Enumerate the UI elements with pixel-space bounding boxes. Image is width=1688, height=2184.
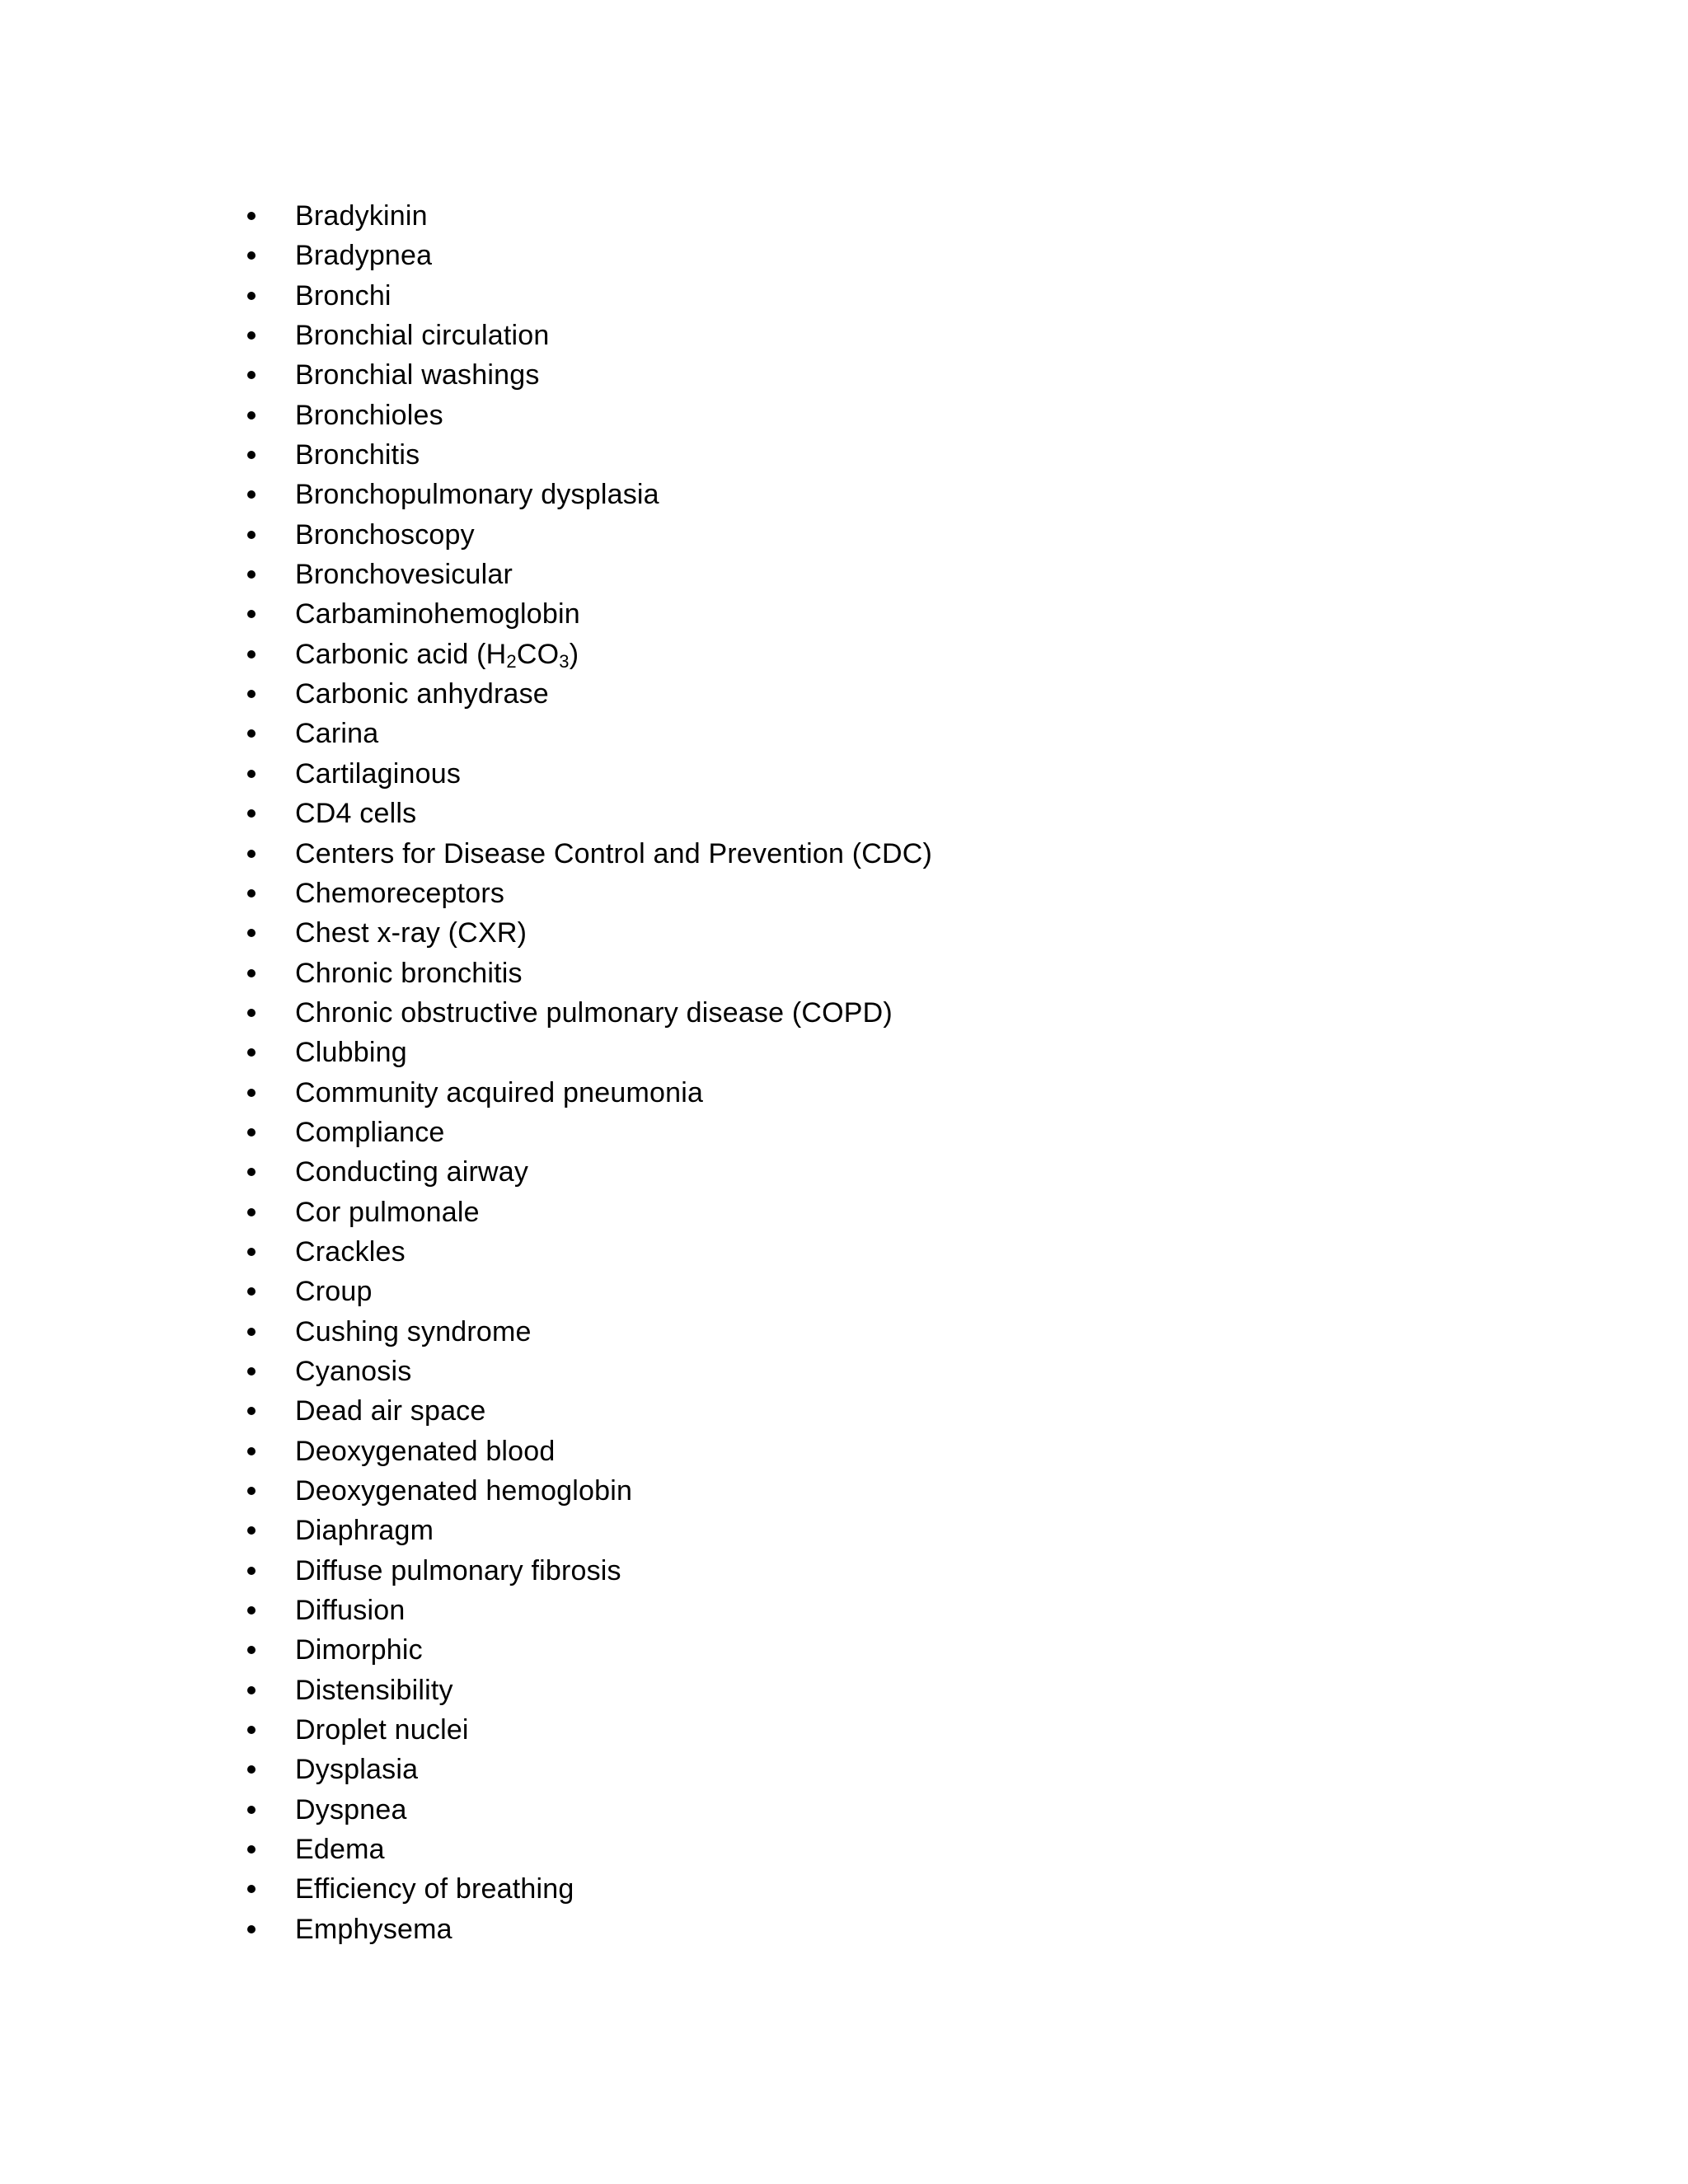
list-item <box>239 1312 1475 1352</box>
term-text: Dyspnea <box>295 1793 407 1825</box>
list-item <box>239 1630 1475 1670</box>
list-item <box>239 1033 1475 1072</box>
term-text: CD4 cells <box>295 798 417 830</box>
bullet-icon <box>247 650 256 658</box>
list-item <box>239 1710 1475 1750</box>
bullet-icon <box>247 251 256 260</box>
bullet-icon <box>247 1885 256 1893</box>
bullet-icon <box>247 1686 256 1694</box>
list-item <box>239 913 1475 953</box>
term-text: Cor pulmonale <box>295 1196 480 1228</box>
bullet-icon <box>247 1128 256 1137</box>
bullet-icon <box>247 570 256 579</box>
list-item <box>239 396 1475 435</box>
bullet-icon <box>247 889 256 898</box>
bullet-icon <box>247 1048 256 1057</box>
bullet-icon <box>247 610 256 618</box>
bullet-icon <box>247 1168 256 1176</box>
list-item <box>239 1113 1475 1152</box>
list-item <box>239 435 1475 475</box>
list-item <box>239 1591 1475 1630</box>
term-text: Diffuse pulmonary fibrosis <box>295 1554 621 1586</box>
term-text: Chest x-ray (CXR) <box>295 917 528 949</box>
list-item <box>239 316 1475 355</box>
term-list <box>239 196 1475 1949</box>
term-text-chemical-formula: Carbonic acid $(H_2CO_3)$ <box>295 638 579 672</box>
bullet-icon <box>247 690 256 698</box>
term-text: Bronchi <box>295 279 392 312</box>
term-text: Cushing syndrome <box>295 1315 532 1347</box>
bullet-icon <box>247 1089 256 1097</box>
bullet-icon <box>247 1248 256 1256</box>
term-text: Bronchioles <box>295 399 443 431</box>
term-text: Crackles <box>295 1235 406 1268</box>
bullet-icon <box>247 451 256 459</box>
term-text: Emphysema <box>295 1913 452 1945</box>
list-item <box>239 1471 1475 1511</box>
term-text: Bradykinin <box>295 200 428 232</box>
list-item <box>239 515 1475 555</box>
bullet-icon <box>247 371 256 379</box>
term-text: Community acquired pneumonia <box>295 1076 704 1108</box>
bullet-icon <box>247 770 256 778</box>
term-text: Bronchitis <box>295 439 420 471</box>
term-text: Carbonic anhydrase <box>295 678 549 710</box>
term-text: Droplet nuclei <box>295 1714 469 1746</box>
term-text: Cartilaginous <box>295 757 462 790</box>
list-item <box>239 1352 1475 1391</box>
bullet-icon <box>247 969 256 977</box>
list-item <box>239 674 1475 714</box>
list-item <box>239 594 1475 634</box>
term-text: Deoxygenated blood <box>295 1435 556 1467</box>
term-text: Bradypnea <box>295 240 433 272</box>
term-text: Deoxygenated hemoglobin <box>295 1475 633 1507</box>
list-item <box>239 276 1475 316</box>
bullet-icon <box>247 809 256 818</box>
list-item <box>239 1671 1475 1710</box>
term-text: Chemoreceptors <box>295 877 505 909</box>
list-item <box>239 874 1475 913</box>
bullet-icon <box>247 1845 256 1854</box>
bullet-icon <box>247 531 256 539</box>
bullet-icon <box>247 1407 256 1415</box>
term-text: Diffusion <box>295 1595 406 1627</box>
bullet-icon <box>247 1806 256 1814</box>
bullet-icon <box>247 1526 256 1535</box>
term-text: Bronchovesicular <box>295 559 513 591</box>
bullet-icon <box>247 490 256 499</box>
term-text: Dimorphic <box>295 1634 423 1666</box>
list-item <box>239 754 1475 794</box>
list-item <box>239 635 1475 674</box>
bullet-icon <box>247 411 256 419</box>
bullet-icon <box>247 929 256 937</box>
list-item <box>239 794 1475 833</box>
list-item <box>239 1073 1475 1113</box>
term-text: Bronchoscopy <box>295 518 475 551</box>
list-item <box>239 1193 1475 1232</box>
bullet-icon <box>247 1208 256 1216</box>
term-text: Chronic obstructive pulmonary disease (COPD) <box>295 996 893 1029</box>
term-text: Centers for Disease Control and Prevention (CDC) <box>295 837 933 869</box>
bullet-icon <box>247 1606 256 1615</box>
list-item <box>239 834 1475 874</box>
term-text: Bronchial washings <box>295 359 540 391</box>
list-item <box>239 475 1475 514</box>
bullet-icon <box>247 1567 256 1575</box>
bullet-icon <box>247 729 256 738</box>
list-item <box>239 1790 1475 1830</box>
term-text: Cyanosis <box>295 1355 412 1387</box>
bullet-icon <box>247 1328 256 1336</box>
bullet-icon <box>247 1367 256 1376</box>
list-item <box>239 1830 1475 1869</box>
list-item <box>239 993 1475 1033</box>
term-text: Clubbing <box>295 1037 407 1069</box>
list-item <box>239 1391 1475 1431</box>
bullet-icon <box>247 1765 256 1774</box>
term-text: Edema <box>295 1834 385 1866</box>
list-item <box>239 1272 1475 1311</box>
term-text: Dysplasia <box>295 1754 419 1786</box>
bullet-icon <box>247 1646 256 1654</box>
bullet-icon <box>247 850 256 858</box>
term-text: Conducting airway <box>295 1156 529 1188</box>
term-text: Chronic bronchitis <box>295 957 523 989</box>
term-text: Dead air space <box>295 1395 486 1427</box>
term-text: Bronchial circulation <box>295 320 550 352</box>
list-item <box>239 1869 1475 1909</box>
term-text: Croup <box>295 1276 373 1308</box>
bullet-icon <box>247 1726 256 1734</box>
term-text: Efficiency of breathing <box>295 1873 574 1905</box>
list-item <box>239 555 1475 594</box>
bullet-icon <box>247 1487 256 1495</box>
list-item <box>239 355 1475 395</box>
bullet-icon <box>247 1925 256 1933</box>
bullet-icon <box>247 1009 256 1017</box>
list-item <box>239 1551 1475 1591</box>
bullet-icon <box>247 292 256 300</box>
list-item <box>239 1152 1475 1192</box>
term-text: Diaphragm <box>295 1515 434 1547</box>
list-item <box>239 236 1475 275</box>
term-text: Distensibility <box>295 1674 453 1706</box>
bullet-icon <box>247 1287 256 1296</box>
list-item <box>239 954 1475 993</box>
term-text: Carina <box>295 718 379 750</box>
term-text: Carbaminohemoglobin <box>295 598 580 630</box>
list-item <box>239 1910 1475 1949</box>
bullet-icon <box>247 331 256 340</box>
list-item <box>239 1432 1475 1471</box>
list-item <box>239 1232 1475 1272</box>
list-item <box>239 1750 1475 1789</box>
term-text: Bronchopulmonary dysplasia <box>295 479 659 511</box>
bullet-icon <box>247 1447 256 1455</box>
term-text: Compliance <box>295 1116 445 1148</box>
list-item <box>239 196 1475 236</box>
list-item <box>239 714 1475 753</box>
bullet-icon <box>247 212 256 220</box>
list-item <box>239 1511 1475 1550</box>
